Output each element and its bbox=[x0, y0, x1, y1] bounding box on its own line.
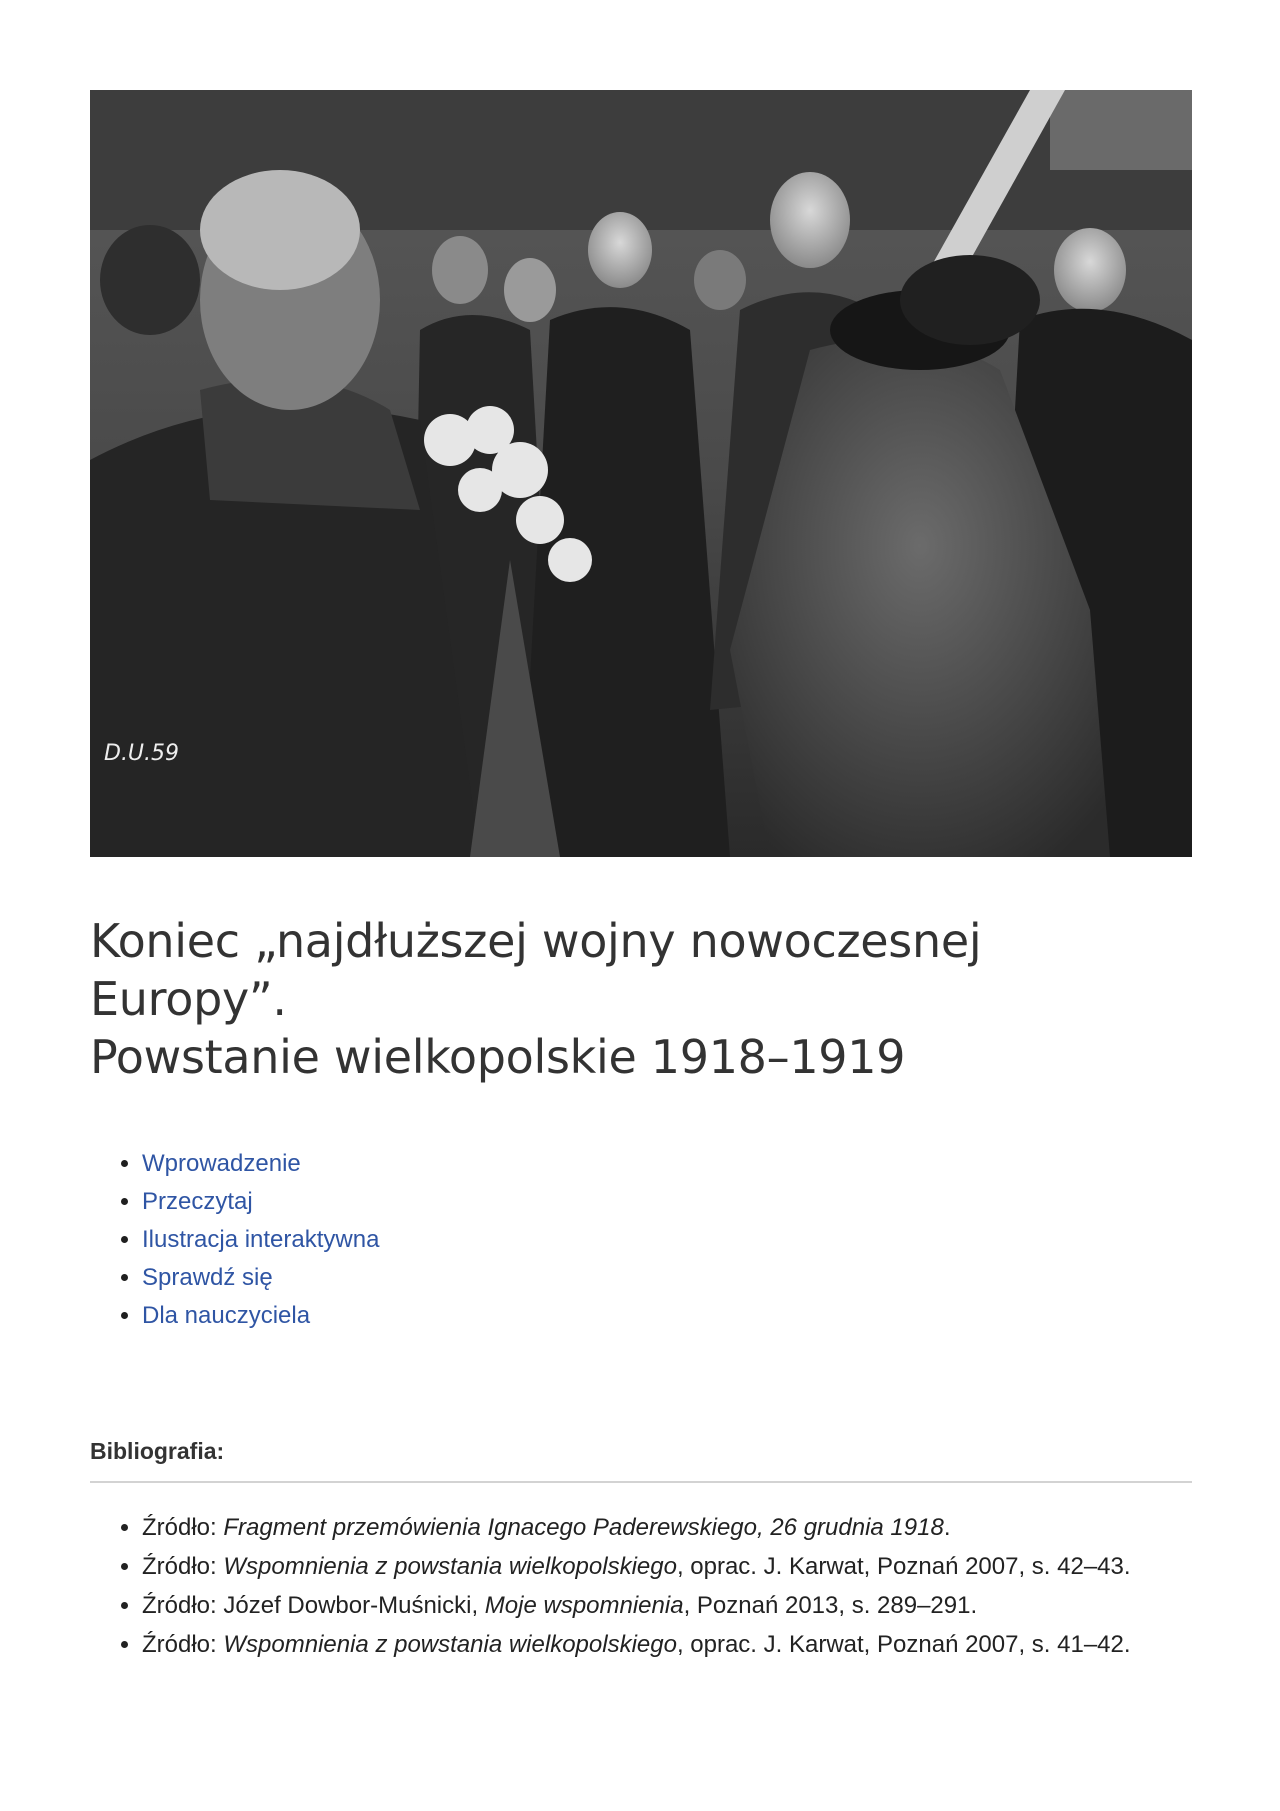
table-of-contents bbox=[90, 1145, 379, 1335]
source-prefix: Źródło: bbox=[142, 1514, 224, 1541]
toc-link-dla-nauczyciela[interactable]: Dla nauczyciela bbox=[142, 1302, 311, 1329]
toc-link-wprowadzenie[interactable]: Wprowadzenie bbox=[142, 1150, 301, 1177]
toc-link-przeczytaj[interactable]: Przeczytaj bbox=[142, 1188, 253, 1215]
source-prefix: Źródło: bbox=[142, 1592, 224, 1619]
photo-plate-mark: D.U.59 bbox=[104, 741, 180, 766]
toc-item bbox=[142, 1297, 379, 1335]
bibliography-item bbox=[142, 1508, 1244, 1547]
toc-link-ilustracja-interaktywna[interactable]: Ilustracja interaktywna bbox=[142, 1226, 380, 1253]
toc-item bbox=[142, 1221, 379, 1259]
source-post: , oprac. J. Karwat, Poznań 2007, s. 42–43. bbox=[676, 1553, 1131, 1580]
toc-item bbox=[142, 1145, 379, 1183]
source-post: . bbox=[943, 1514, 951, 1541]
hero-photo bbox=[90, 90, 1192, 857]
source-title: Wspomnienia z powstania wielkopolskiego bbox=[223, 1553, 677, 1580]
archival-photo-image bbox=[90, 90, 1192, 857]
source-prefix: Źródło: bbox=[142, 1631, 224, 1658]
bibliography-heading: Bibliografia: bbox=[90, 1438, 225, 1464]
bibliography-item bbox=[142, 1625, 1244, 1664]
source-pre: Józef Dowbor-Muśnicki, bbox=[223, 1592, 485, 1619]
toc-item bbox=[142, 1259, 379, 1297]
toc-item bbox=[142, 1183, 379, 1221]
toc-link-sprawdz-sie[interactable]: Sprawdź się bbox=[142, 1264, 273, 1291]
bibliography-item bbox=[142, 1586, 1244, 1625]
bibliography-divider bbox=[90, 1481, 1192, 1483]
source-title: Wspomnienia z powstania wielkopolskiego bbox=[223, 1631, 677, 1658]
source-prefix: Źródło: bbox=[142, 1553, 224, 1580]
source-post: , Poznań 2013, s. 289–291. bbox=[683, 1592, 978, 1619]
source-title: Fragment przemówienia Ignacego Paderewskiego, 26 grudnia 1918 bbox=[223, 1514, 944, 1541]
bibliography-item bbox=[142, 1547, 1244, 1586]
title-line-1: Koniec „najdłuższej wojny nowoczesnej Europy”. bbox=[90, 914, 982, 1026]
source-title: Moje wspomnienia bbox=[484, 1592, 684, 1619]
title-line-2: Powstanie wielkopolskie 1918–1919 bbox=[90, 1030, 906, 1084]
source-post: , oprac. J. Karwat, Poznań 2007, s. 41–42. bbox=[676, 1631, 1131, 1658]
bibliography-list bbox=[90, 1508, 1244, 1664]
page-title bbox=[90, 912, 1192, 1086]
